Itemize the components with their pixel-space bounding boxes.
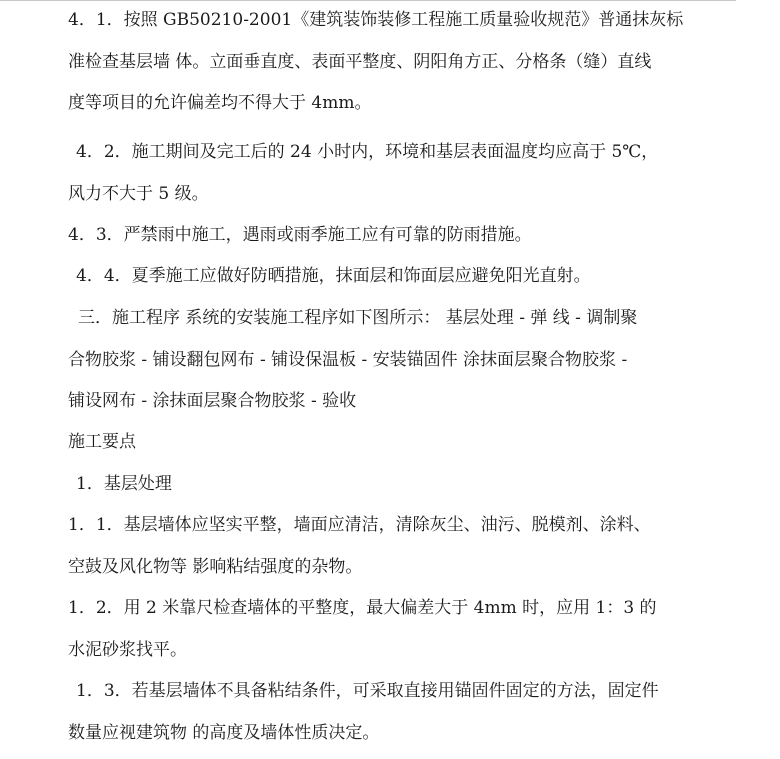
text-line: 4．3．严禁雨中施工，遇雨或雨季施工应有可靠的防雨措施。 — [68, 225, 532, 245]
paragraph-1-1 — [68, 505, 651, 588]
paragraph-construction-procedure — [68, 298, 637, 423]
text-line: 4．2．施工期间及完工后的 24 小时内，环境和基层表面温度均应高于 5℃， — [76, 142, 659, 162]
text-line: 4．4．夏季施工应做好防晒措施，抹面层和饰面层应避免阳光直射。 — [76, 266, 591, 286]
paragraph-1-2 — [68, 588, 657, 671]
text-line: 施工要点 — [68, 432, 136, 452]
text-line: 1．3．若基层墙体不具备粘结条件，可采取直接用锚固件固定的方法，固定件 — [76, 681, 659, 701]
text-line: 空鼓及风化物等 影响粘结强度的杂物。 — [68, 556, 363, 577]
heading-base-treatment — [76, 464, 172, 506]
heading-construction-points — [68, 422, 136, 464]
text-line: 合物胶浆 - 铺设翻包网布 - 铺设保温板 - 安装锚固件 涂抹面层聚合物胶浆 - — [68, 349, 628, 370]
text-line: 铺设网布 - 涂抹面层聚合物胶浆 - 验收 — [68, 391, 357, 411]
text-line: 数量应视建筑物 的高度及墙体性质决定。 — [68, 722, 380, 743]
text-line: 1．基层处理 — [76, 474, 172, 494]
paragraph-1-3 — [68, 671, 659, 754]
paragraph-4-4 — [76, 256, 591, 298]
text-line: 1．2．用 2 米靠尺检查墙体的平整度，最大偏差大于 4mm 时，应用 1：3 的 — [68, 598, 657, 618]
text-line: 4．1．按照 GB50210-2001《建筑装饰装修工程施工质量验收规范》普通抹灰标 — [68, 10, 684, 30]
paragraph-4-3 — [68, 215, 532, 257]
text-line: 度等项目的允许偏差均不得大于 4mm。 — [68, 93, 372, 113]
text-line: 风力不大于 5 级。 — [68, 183, 209, 204]
text-line: 三．施工程序 系统的安装施工程序如下图所示： 基层处理 - 弹 线 - 调制聚 — [78, 308, 638, 328]
text-line: 水泥砂浆找平。 — [68, 639, 187, 660]
text-line: 准检查基层墙 体。立面垂直度、表面平整度、阴阳角方正、分格条（缝）直线 — [68, 51, 652, 72]
paragraph-4-2 — [68, 132, 658, 215]
paragraph-4-1 — [68, 0, 683, 125]
text-line: 1．1．基层墙体应坚实平整，墙面应清洁，清除灰尘、油污、脱模剂、涂料、 — [68, 515, 651, 535]
